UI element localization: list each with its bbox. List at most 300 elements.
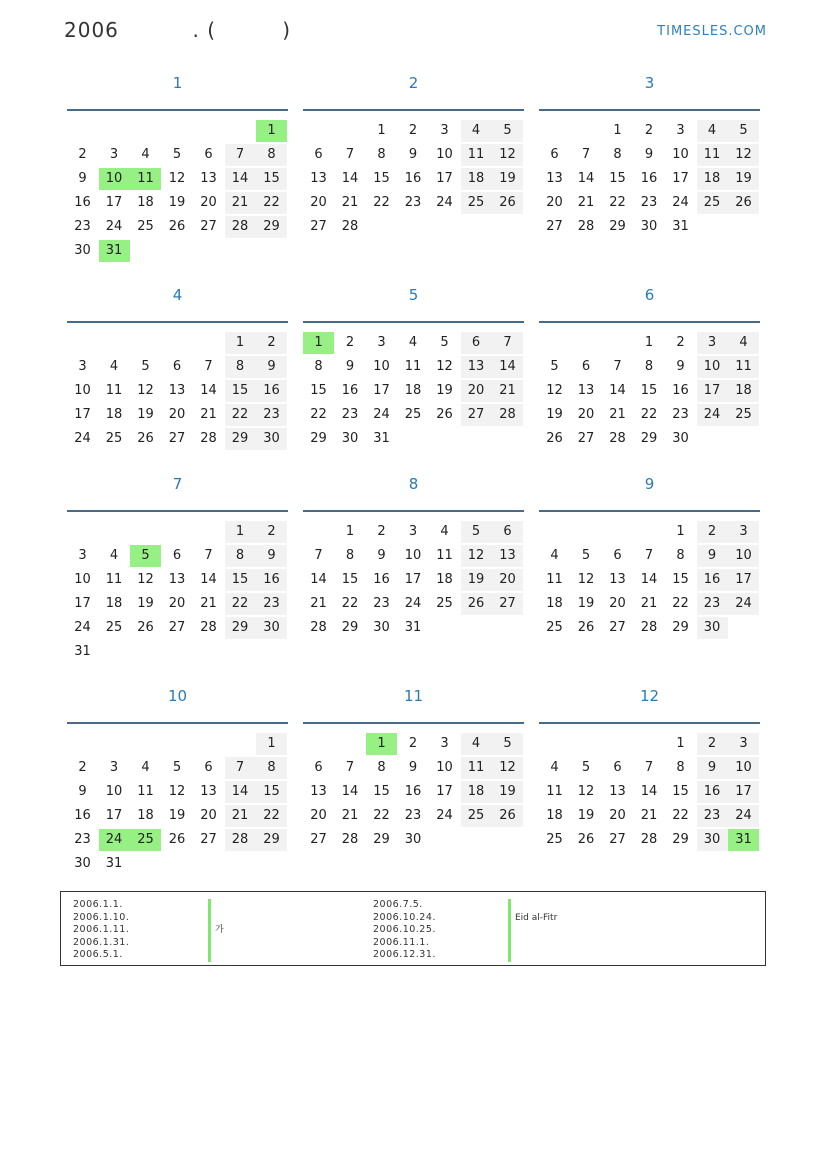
day-cell[interactable]: 2 bbox=[676, 335, 685, 350]
day-cell[interactable]: 2 bbox=[697, 733, 728, 755]
day-cell[interactable]: 20 bbox=[310, 807, 327, 823]
day-cell[interactable]: 8 bbox=[225, 545, 256, 567]
day-cell[interactable]: 14 bbox=[200, 571, 217, 587]
day-cell[interactable]: 18 bbox=[137, 807, 154, 823]
day-cell[interactable]: 7 bbox=[613, 358, 622, 374]
day-cell[interactable]: 7 bbox=[345, 146, 355, 162]
day-cell[interactable]: 16 bbox=[404, 170, 422, 186]
day-cell[interactable]: 17 bbox=[436, 783, 453, 799]
day-cell[interactable]: 25 bbox=[137, 218, 154, 234]
day-cell[interactable]: 21 bbox=[492, 380, 523, 402]
day-cell[interactable]: 18 bbox=[461, 168, 492, 190]
day-cell[interactable]: 4 bbox=[550, 759, 559, 775]
day-cell[interactable]: 9 bbox=[676, 358, 685, 374]
day-cell[interactable]: 17 bbox=[672, 170, 689, 186]
day-cell[interactable]: 12 bbox=[577, 571, 595, 587]
day-cell[interactable]: 19 bbox=[728, 168, 759, 190]
day-cell[interactable]: 19 bbox=[492, 168, 523, 190]
day-cell[interactable]: 9 bbox=[256, 356, 287, 378]
day-cell[interactable]: 6 bbox=[581, 358, 591, 374]
day-cell[interactable]: 18 bbox=[546, 807, 563, 823]
day-cell[interactable]: 27 bbox=[310, 218, 327, 234]
day-cell[interactable]: 28 bbox=[200, 430, 217, 446]
day-cell[interactable]: 29 bbox=[225, 617, 256, 639]
day-cell[interactable]: 3 bbox=[728, 733, 759, 755]
day-cell[interactable]: 11 bbox=[404, 358, 422, 374]
day-cell[interactable]: 12 bbox=[492, 757, 523, 779]
day-cell[interactable]: 29 bbox=[373, 831, 390, 847]
day-cell[interactable]: 30 bbox=[341, 430, 359, 446]
day-cell[interactable]: 26 bbox=[137, 430, 154, 446]
day-cell[interactable]: 31 bbox=[105, 855, 123, 871]
day-cell[interactable]: 4 bbox=[461, 120, 492, 142]
day-cell[interactable]: 17 bbox=[74, 406, 91, 422]
day-cell[interactable]: 1 bbox=[225, 332, 256, 354]
day-cell[interactable]: 20 bbox=[168, 595, 186, 611]
day-cell[interactable]: 8 bbox=[256, 144, 287, 166]
day-cell[interactable]: 11 bbox=[461, 757, 492, 779]
day-cell[interactable]: 23 bbox=[74, 831, 91, 847]
day-cell[interactable]: 14 bbox=[225, 168, 256, 190]
day-cell[interactable]: 20 bbox=[310, 194, 327, 210]
day-cell[interactable]: 14 bbox=[609, 382, 626, 398]
day-cell[interactable]: 21 bbox=[609, 406, 626, 422]
day-cell[interactable]: 15 bbox=[256, 781, 287, 803]
day-cell[interactable]: 4 bbox=[109, 358, 119, 374]
day-cell[interactable]: 17 bbox=[728, 781, 759, 803]
day-cell[interactable]: 23 bbox=[74, 218, 91, 234]
day-cell[interactable]: 11 bbox=[697, 144, 728, 166]
day-cell[interactable]: 8 bbox=[225, 356, 256, 378]
day-cell[interactable]: 4 bbox=[141, 146, 150, 162]
day-cell[interactable]: 18 bbox=[404, 382, 422, 398]
day-cell[interactable]: 6 bbox=[613, 547, 622, 563]
day-cell[interactable]: 30 bbox=[74, 855, 91, 871]
day-cell[interactable]: 7 bbox=[225, 757, 256, 779]
day-cell[interactable]: 28 bbox=[310, 619, 327, 635]
day-cell[interactable]: 12 bbox=[492, 144, 523, 166]
day-cell[interactable]: 16 bbox=[74, 807, 91, 823]
day-cell[interactable]: 15 bbox=[225, 380, 256, 402]
day-cell[interactable]: 9 bbox=[377, 547, 386, 563]
day-cell[interactable]: 29 bbox=[672, 619, 689, 635]
day-cell[interactable]: 23 bbox=[640, 194, 658, 210]
day-cell[interactable]: 25 bbox=[105, 619, 123, 635]
day-cell[interactable]: 21 bbox=[577, 194, 595, 210]
day-cell[interactable]: 14 bbox=[341, 783, 359, 799]
day-cell[interactable]: 22 bbox=[373, 807, 390, 823]
day-cell[interactable]: 29 bbox=[341, 619, 359, 635]
day-cell[interactable]: 19 bbox=[168, 807, 186, 823]
day-cell[interactable]: 17 bbox=[404, 571, 422, 587]
day-cell[interactable]: 27 bbox=[168, 619, 186, 635]
day-cell[interactable]: 19 bbox=[137, 406, 154, 422]
day-cell[interactable]: 7 bbox=[492, 332, 523, 354]
day-cell[interactable]: 10 bbox=[373, 358, 390, 374]
day-cell[interactable]: 17 bbox=[105, 194, 123, 210]
day-cell[interactable]: 10 bbox=[697, 356, 728, 378]
day-cell[interactable]: 22 bbox=[310, 406, 327, 422]
day-cell[interactable]: 10 bbox=[672, 146, 689, 162]
day-cell[interactable]: 20 bbox=[200, 807, 217, 823]
day-cell[interactable]: 10 bbox=[436, 146, 453, 162]
day-cell[interactable]: 4 bbox=[141, 759, 150, 775]
day-cell[interactable]: 26 bbox=[461, 593, 492, 615]
day-cell[interactable]: 9 bbox=[256, 545, 287, 567]
day-cell[interactable]: 16 bbox=[640, 170, 658, 186]
day-cell[interactable]: 5 bbox=[492, 120, 523, 142]
day-cell[interactable]: 12 bbox=[728, 144, 759, 166]
day-cell[interactable]: 1 bbox=[345, 524, 355, 539]
day-cell[interactable]: 10 bbox=[436, 759, 453, 775]
day-cell[interactable]: 1 bbox=[256, 120, 287, 142]
day-cell[interactable]: 8 bbox=[314, 358, 323, 374]
day-cell[interactable]: 12 bbox=[436, 358, 453, 374]
day-cell[interactable]: 5 bbox=[728, 120, 759, 142]
day-cell[interactable]: 1 bbox=[676, 736, 685, 751]
day-cell[interactable]: 22 bbox=[672, 807, 689, 823]
day-cell[interactable]: 27 bbox=[492, 593, 523, 615]
day-cell[interactable]: 24 bbox=[373, 406, 390, 422]
day-cell[interactable]: 27 bbox=[200, 218, 217, 234]
day-cell[interactable]: 17 bbox=[436, 170, 453, 186]
day-cell[interactable]: 3 bbox=[676, 123, 685, 138]
day-cell[interactable]: 20 bbox=[577, 406, 595, 422]
day-cell[interactable]: 6 bbox=[172, 547, 182, 563]
day-cell[interactable]: 20 bbox=[546, 194, 563, 210]
day-cell[interactable]: 15 bbox=[672, 571, 689, 587]
day-cell[interactable]: 30 bbox=[256, 428, 287, 450]
day-cell[interactable]: 21 bbox=[341, 807, 359, 823]
day-cell[interactable]: 18 bbox=[137, 194, 154, 210]
day-cell[interactable]: 5 bbox=[141, 358, 150, 374]
day-cell[interactable]: 1 bbox=[225, 521, 256, 543]
day-cell[interactable]: 14 bbox=[225, 781, 256, 803]
day-cell[interactable]: 1 bbox=[613, 123, 622, 138]
day-cell[interactable]: 10 bbox=[74, 571, 91, 587]
day-cell[interactable]: 12 bbox=[577, 783, 595, 799]
day-cell[interactable]: 5 bbox=[581, 547, 591, 563]
day-cell[interactable]: 28 bbox=[225, 216, 256, 238]
day-cell[interactable]: 23 bbox=[373, 595, 390, 611]
day-cell[interactable]: 30 bbox=[672, 430, 689, 446]
day-cell[interactable]: 24 bbox=[436, 194, 453, 210]
day-cell[interactable]: 27 bbox=[546, 218, 563, 234]
day-cell[interactable]: 16 bbox=[256, 380, 287, 402]
day-cell[interactable]: 10 bbox=[99, 168, 130, 190]
day-cell[interactable]: 8 bbox=[644, 358, 654, 374]
day-cell[interactable]: 25 bbox=[728, 404, 759, 426]
day-cell[interactable]: 13 bbox=[168, 382, 186, 398]
day-cell[interactable]: 10 bbox=[105, 783, 123, 799]
day-cell[interactable]: 12 bbox=[546, 382, 563, 398]
day-cell[interactable]: 21 bbox=[225, 805, 256, 827]
day-cell[interactable]: 27 bbox=[310, 831, 327, 847]
day-cell[interactable]: 15 bbox=[256, 168, 287, 190]
day-cell[interactable]: 24 bbox=[74, 619, 91, 635]
day-cell[interactable]: 15 bbox=[609, 170, 626, 186]
day-cell[interactable]: 6 bbox=[172, 358, 182, 374]
day-cell[interactable]: 13 bbox=[168, 571, 186, 587]
day-cell[interactable]: 20 bbox=[609, 807, 626, 823]
day-cell[interactable]: 29 bbox=[256, 829, 287, 851]
day-cell[interactable]: 5 bbox=[461, 521, 492, 543]
day-cell[interactable]: 30 bbox=[404, 831, 422, 847]
day-cell[interactable]: 7 bbox=[644, 547, 654, 563]
day-cell[interactable]: 8 bbox=[377, 759, 386, 775]
day-cell[interactable]: 8 bbox=[377, 146, 386, 162]
day-cell[interactable]: 17 bbox=[74, 595, 91, 611]
day-cell[interactable]: 24 bbox=[672, 194, 689, 210]
day-cell[interactable]: 1 bbox=[256, 733, 287, 755]
day-cell[interactable]: 25 bbox=[461, 805, 492, 827]
day-cell[interactable]: 26 bbox=[546, 430, 563, 446]
day-cell[interactable]: 28 bbox=[200, 619, 217, 635]
day-cell[interactable]: 22 bbox=[341, 595, 359, 611]
day-cell[interactable]: 2 bbox=[408, 736, 418, 751]
day-cell[interactable]: 5 bbox=[172, 759, 182, 775]
day-cell[interactable]: 19 bbox=[461, 569, 492, 591]
day-cell[interactable]: 20 bbox=[168, 406, 186, 422]
day-cell[interactable]: 21 bbox=[225, 192, 256, 214]
day-cell[interactable]: 7 bbox=[644, 759, 654, 775]
day-cell[interactable]: 15 bbox=[672, 783, 689, 799]
day-cell[interactable]: 9 bbox=[697, 545, 728, 567]
day-cell[interactable]: 25 bbox=[546, 831, 563, 847]
day-cell[interactable]: 30 bbox=[74, 242, 91, 258]
day-cell[interactable]: 3 bbox=[408, 524, 418, 539]
day-cell[interactable]: 6 bbox=[550, 146, 559, 162]
day-cell[interactable]: 11 bbox=[130, 168, 161, 190]
day-cell[interactable]: 28 bbox=[577, 218, 595, 234]
day-cell[interactable]: 11 bbox=[546, 783, 563, 799]
day-cell[interactable]: 26 bbox=[492, 192, 523, 214]
day-cell[interactable]: 2 bbox=[408, 123, 418, 138]
day-cell[interactable]: 17 bbox=[728, 569, 759, 591]
day-cell[interactable]: 26 bbox=[137, 619, 154, 635]
day-cell[interactable]: 13 bbox=[200, 170, 217, 186]
day-cell[interactable]: 6 bbox=[204, 146, 213, 162]
day-cell[interactable]: 13 bbox=[609, 571, 626, 587]
day-cell[interactable]: 11 bbox=[137, 783, 154, 799]
day-cell[interactable]: 4 bbox=[109, 547, 119, 563]
day-cell[interactable]: 26 bbox=[577, 619, 595, 635]
day-cell[interactable]: 13 bbox=[492, 545, 523, 567]
day-cell[interactable]: 20 bbox=[200, 194, 217, 210]
day-cell[interactable]: 27 bbox=[200, 831, 217, 847]
day-cell[interactable]: 11 bbox=[105, 571, 123, 587]
day-cell[interactable]: 4 bbox=[550, 547, 559, 563]
day-cell[interactable]: 17 bbox=[697, 380, 728, 402]
day-cell[interactable]: 2 bbox=[644, 123, 654, 138]
day-cell[interactable]: 13 bbox=[310, 783, 327, 799]
day-cell[interactable]: 23 bbox=[697, 805, 728, 827]
day-cell[interactable]: 11 bbox=[546, 571, 563, 587]
day-cell[interactable]: 5 bbox=[130, 545, 161, 567]
day-cell[interactable]: 11 bbox=[436, 547, 453, 563]
day-cell[interactable]: 18 bbox=[105, 595, 123, 611]
day-cell[interactable]: 21 bbox=[200, 595, 217, 611]
day-cell[interactable]: 16 bbox=[256, 569, 287, 591]
day-cell[interactable]: 28 bbox=[341, 218, 359, 234]
day-cell[interactable]: 1 bbox=[676, 524, 685, 539]
day-cell[interactable]: 7 bbox=[204, 547, 213, 563]
day-cell[interactable]: 23 bbox=[672, 406, 689, 422]
day-cell[interactable]: 2 bbox=[256, 332, 287, 354]
day-cell[interactable]: 3 bbox=[440, 736, 449, 751]
day-cell[interactable]: 2 bbox=[78, 146, 87, 162]
day-cell[interactable]: 30 bbox=[697, 829, 728, 851]
day-cell[interactable]: 8 bbox=[676, 759, 685, 775]
day-cell[interactable]: 26 bbox=[168, 218, 186, 234]
day-cell[interactable]: 11 bbox=[105, 382, 123, 398]
day-cell[interactable]: 15 bbox=[373, 170, 390, 186]
day-cell[interactable]: 25 bbox=[436, 595, 453, 611]
day-cell[interactable]: 24 bbox=[74, 430, 91, 446]
day-cell[interactable]: 14 bbox=[640, 571, 658, 587]
day-cell[interactable]: 15 bbox=[310, 382, 327, 398]
day-cell[interactable]: 21 bbox=[640, 807, 658, 823]
day-cell[interactable]: 16 bbox=[373, 571, 390, 587]
day-cell[interactable]: 12 bbox=[137, 382, 154, 398]
day-cell[interactable]: 22 bbox=[640, 406, 658, 422]
day-cell[interactable]: 27 bbox=[609, 619, 626, 635]
day-cell[interactable]: 22 bbox=[256, 192, 287, 214]
day-cell[interactable]: 13 bbox=[461, 356, 492, 378]
day-cell[interactable]: 24 bbox=[697, 404, 728, 426]
day-cell[interactable]: 29 bbox=[310, 430, 327, 446]
day-cell[interactable]: 23 bbox=[341, 406, 359, 422]
day-cell[interactable]: 6 bbox=[314, 146, 323, 162]
day-cell[interactable]: 27 bbox=[609, 831, 626, 847]
day-cell[interactable]: 6 bbox=[492, 521, 523, 543]
day-cell[interactable]: 28 bbox=[609, 430, 626, 446]
day-cell[interactable]: 13 bbox=[200, 783, 217, 799]
day-cell[interactable]: 3 bbox=[697, 332, 728, 354]
day-cell[interactable]: 17 bbox=[105, 807, 123, 823]
day-cell[interactable]: 5 bbox=[172, 146, 182, 162]
day-cell[interactable]: 30 bbox=[640, 218, 658, 234]
day-cell[interactable]: 14 bbox=[640, 783, 658, 799]
day-cell[interactable]: 23 bbox=[404, 194, 422, 210]
day-cell[interactable]: 31 bbox=[728, 829, 759, 851]
day-cell[interactable]: 26 bbox=[577, 831, 595, 847]
day-cell[interactable]: 27 bbox=[168, 430, 186, 446]
day-cell[interactable]: 6 bbox=[314, 759, 323, 775]
day-cell[interactable]: 15 bbox=[341, 571, 359, 587]
day-cell[interactable]: 10 bbox=[74, 382, 91, 398]
day-cell[interactable]: 10 bbox=[728, 545, 759, 567]
day-cell[interactable]: 8 bbox=[345, 547, 355, 563]
day-cell[interactable]: 5 bbox=[492, 733, 523, 755]
day-cell[interactable]: 7 bbox=[345, 759, 355, 775]
day-cell[interactable]: 30 bbox=[373, 619, 390, 635]
day-cell[interactable]: 12 bbox=[168, 783, 186, 799]
day-cell[interactable]: 19 bbox=[137, 595, 154, 611]
site-name[interactable]: TIMESLES.COM bbox=[657, 24, 767, 39]
day-cell[interactable]: 2 bbox=[377, 524, 386, 539]
day-cell[interactable]: 6 bbox=[613, 759, 622, 775]
day-cell[interactable]: 4 bbox=[697, 120, 728, 142]
day-cell[interactable]: 22 bbox=[225, 404, 256, 426]
day-cell[interactable]: 3 bbox=[78, 358, 87, 374]
day-cell[interactable]: 19 bbox=[492, 781, 523, 803]
day-cell[interactable]: 4 bbox=[728, 332, 759, 354]
day-cell[interactable]: 14 bbox=[492, 356, 523, 378]
day-cell[interactable]: 29 bbox=[256, 216, 287, 238]
day-cell[interactable]: 24 bbox=[99, 829, 130, 851]
day-cell[interactable]: 9 bbox=[697, 757, 728, 779]
day-cell[interactable]: 14 bbox=[341, 170, 359, 186]
day-cell[interactable]: 3 bbox=[728, 521, 759, 543]
day-cell[interactable]: 18 bbox=[105, 406, 123, 422]
day-cell[interactable]: 21 bbox=[200, 406, 217, 422]
day-cell[interactable]: 22 bbox=[672, 595, 689, 611]
day-cell[interactable]: 16 bbox=[341, 382, 359, 398]
day-cell[interactable]: 17 bbox=[373, 382, 390, 398]
day-cell[interactable]: 12 bbox=[461, 545, 492, 567]
day-cell[interactable]: 25 bbox=[697, 192, 728, 214]
day-cell[interactable]: 2 bbox=[78, 759, 87, 775]
day-cell[interactable]: 29 bbox=[609, 218, 626, 234]
day-cell[interactable]: 24 bbox=[728, 805, 759, 827]
day-cell[interactable]: 23 bbox=[256, 404, 287, 426]
day-cell[interactable]: 3 bbox=[109, 759, 119, 775]
day-cell[interactable]: 10 bbox=[728, 757, 759, 779]
day-cell[interactable]: 22 bbox=[373, 194, 390, 210]
day-cell[interactable]: 9 bbox=[78, 783, 87, 799]
day-cell[interactable]: 9 bbox=[78, 170, 87, 186]
day-cell[interactable]: 18 bbox=[697, 168, 728, 190]
day-cell[interactable]: 16 bbox=[404, 783, 422, 799]
day-cell[interactable]: 18 bbox=[728, 380, 759, 402]
day-cell[interactable]: 1 bbox=[644, 335, 654, 350]
day-cell[interactable]: 7 bbox=[225, 144, 256, 166]
day-cell[interactable]: 16 bbox=[697, 781, 728, 803]
day-cell[interactable]: 24 bbox=[105, 218, 123, 234]
day-cell[interactable]: 12 bbox=[137, 571, 154, 587]
day-cell[interactable]: 1 bbox=[366, 733, 397, 755]
day-cell[interactable]: 29 bbox=[640, 430, 658, 446]
day-cell[interactable]: 3 bbox=[109, 146, 119, 162]
day-cell[interactable]: 28 bbox=[225, 829, 256, 851]
day-cell[interactable]: 28 bbox=[640, 619, 658, 635]
day-cell[interactable]: 24 bbox=[728, 593, 759, 615]
day-cell[interactable]: 19 bbox=[436, 382, 453, 398]
day-cell[interactable]: 19 bbox=[168, 194, 186, 210]
day-cell[interactable]: 6 bbox=[204, 759, 213, 775]
day-cell[interactable]: 31 bbox=[404, 619, 422, 635]
day-cell[interactable]: 20 bbox=[461, 380, 492, 402]
day-cell[interactable]: 9 bbox=[408, 146, 418, 162]
day-cell[interactable]: 26 bbox=[728, 192, 759, 214]
day-cell[interactable]: 21 bbox=[310, 595, 327, 611]
day-cell[interactable]: 31 bbox=[373, 430, 390, 446]
day-cell[interactable]: 10 bbox=[404, 547, 422, 563]
day-cell[interactable]: 19 bbox=[546, 406, 563, 422]
day-cell[interactable]: 18 bbox=[461, 781, 492, 803]
day-cell[interactable]: 26 bbox=[492, 805, 523, 827]
day-cell[interactable]: 29 bbox=[225, 428, 256, 450]
day-cell[interactable]: 8 bbox=[256, 757, 287, 779]
day-cell[interactable]: 24 bbox=[404, 595, 422, 611]
day-cell[interactable]: 3 bbox=[440, 123, 449, 138]
day-cell[interactable]: 5 bbox=[440, 335, 449, 350]
day-cell[interactable]: 2 bbox=[345, 335, 355, 350]
day-cell[interactable]: 31 bbox=[99, 240, 130, 262]
day-cell[interactable]: 18 bbox=[436, 571, 453, 587]
day-cell[interactable]: 9 bbox=[345, 358, 355, 374]
